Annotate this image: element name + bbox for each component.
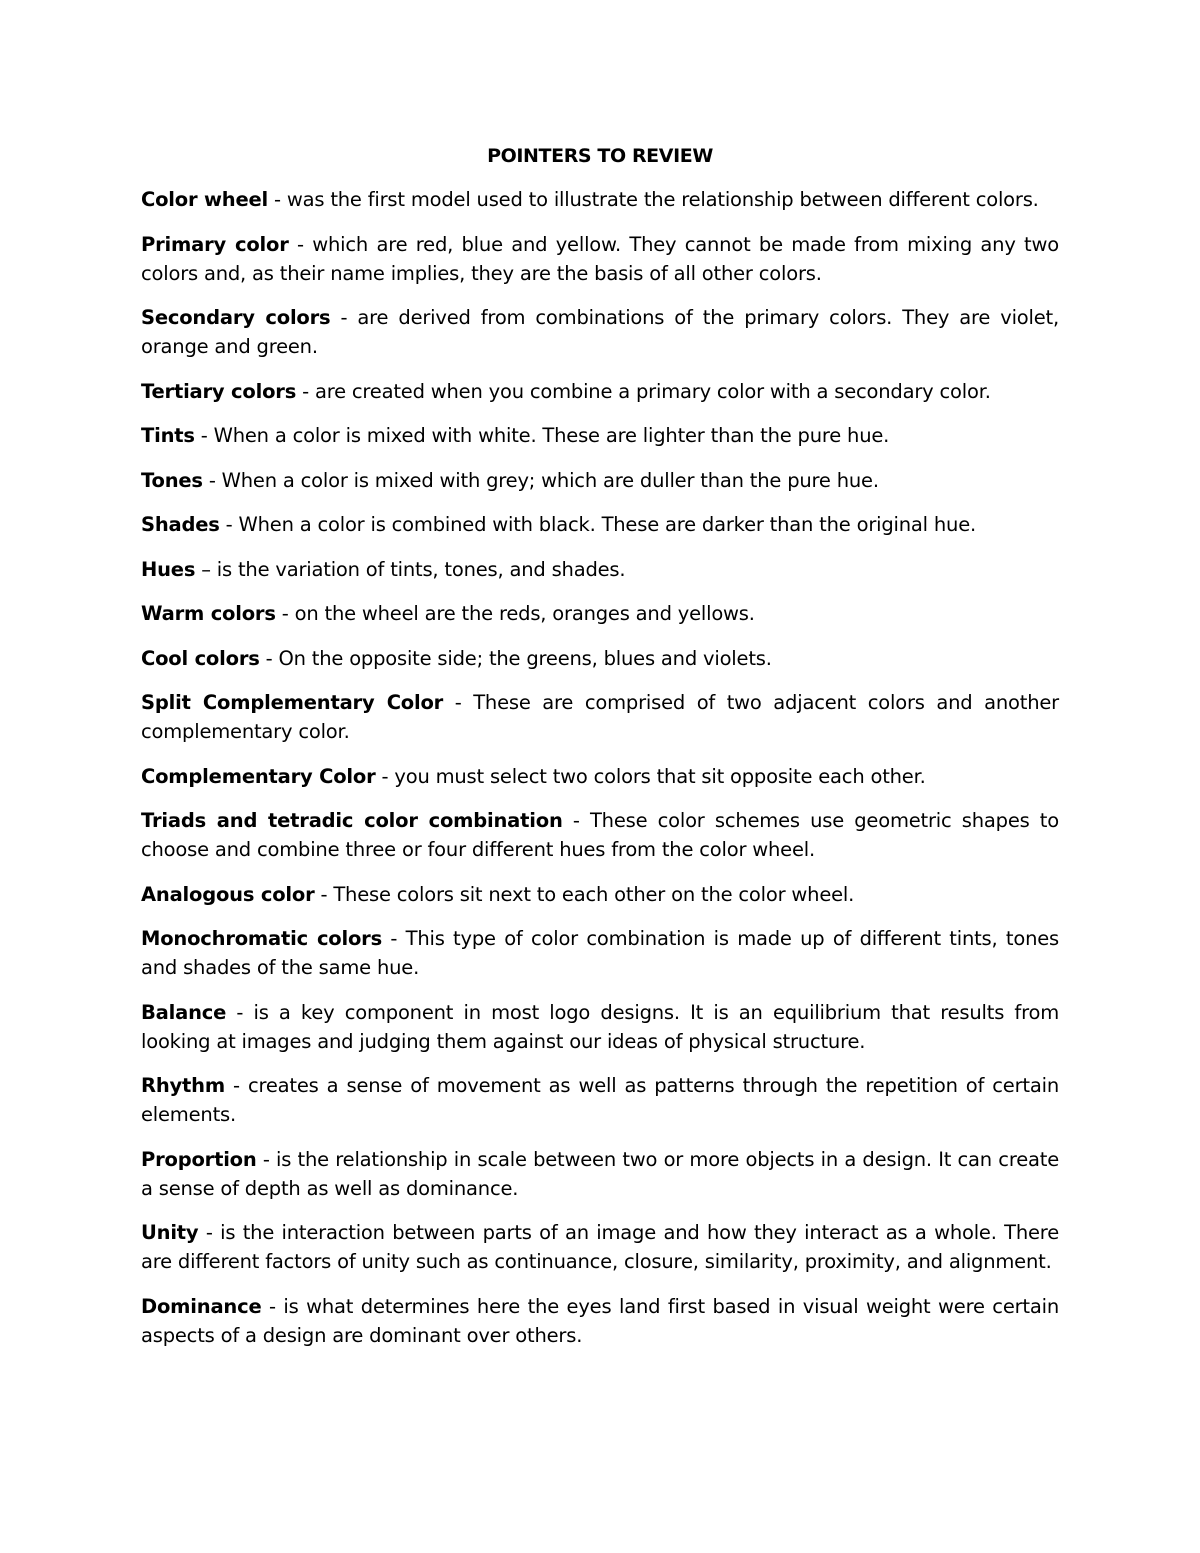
entry-separator: - (202, 468, 222, 492)
entry-separator: - (314, 882, 334, 906)
entry-term: Complementary Color (141, 764, 376, 788)
entry-definition: is the relationship in scale between two or more objects in a design. It can create a sense of depth as well as dominance. (141, 1147, 1059, 1200)
entry-split-complementary-color (141, 688, 1059, 746)
entry-separator: - (375, 764, 395, 788)
entry-separator: - (194, 424, 214, 447)
entry-rhythm (141, 1071, 1059, 1129)
entry-definition: was the first model used to illustrate the relationship between different colors. (286, 188, 1039, 211)
entry-cool-colors (141, 644, 1059, 673)
entry-separator: - (198, 1221, 221, 1244)
entry-analogous-color (141, 880, 1059, 909)
entry-dominance (141, 1292, 1059, 1350)
entry-definition: These colors sit next to each other on the color wheel. (333, 882, 855, 906)
entry-term: Split Complementary Color (141, 691, 444, 714)
entry-term: Triads and tetradic color combination (141, 809, 563, 832)
entry-definition: which are red, blue and yellow. They cannot be made from mixing any two colors and, as their name implies, they are the basis of all other colors. (141, 232, 1059, 285)
entry-definition: are derived from combinations of the primary colors. They are violet, orange and green. (141, 306, 1059, 358)
entry-term: Proportion (141, 1147, 257, 1171)
entry-warm-colors (141, 599, 1059, 628)
entry-tones (141, 466, 1059, 495)
entry-definition: on the wheel are the reds, oranges and yellows. (294, 602, 755, 625)
entry-term: Rhythm (141, 1074, 225, 1097)
entry-term: Secondary colors (141, 306, 331, 329)
entry-term: Dominance (141, 1294, 262, 1318)
entry-balance (141, 998, 1059, 1056)
entry-definition: are created when you combine a primary color with a secondary color. (314, 379, 991, 403)
entry-definition: When a color is mixed with white. These are lighter than the pure hue. (213, 424, 890, 447)
entry-proportion (141, 1145, 1059, 1203)
entry-definition: When a color is mixed with grey; which are duller than the pure hue. (221, 468, 879, 492)
entry-tertiary-colors (141, 377, 1059, 406)
entry-term: Unity (141, 1221, 199, 1244)
entry-definition: This type of color combination is made up of different tints, tones and shades of the same hue. (141, 927, 1059, 979)
entry-definition: is the variation of tints, tones, and shades. (216, 557, 626, 581)
entry-separator: - (443, 691, 474, 714)
entry-triads-tetradic (141, 806, 1059, 864)
entry-term: Hues (141, 557, 196, 581)
entry-primary-color (141, 230, 1059, 288)
entry-definition: is a key component in most logo designs. It is an equilibrium that results from looking at images and judging them against our ideas of physical structure. (141, 1000, 1059, 1053)
entry-separator: - (268, 188, 287, 211)
entry-term: Warm colors (141, 602, 276, 625)
entry-complementary-color (141, 762, 1059, 791)
entry-term: Tones (141, 468, 203, 492)
entry-shades (141, 510, 1059, 539)
entry-term: Balance (141, 1000, 227, 1024)
entry-separator: – (195, 557, 217, 581)
entry-term: Shades (141, 513, 220, 536)
entry-separator: - (256, 1147, 277, 1171)
entry-separator: - (288, 232, 313, 256)
entry-term: Tertiary colors (141, 379, 297, 403)
entry-color-wheel (141, 185, 1059, 214)
entry-definition: is the interaction between parts of an image and how they interact as a whole. There are different factors of unity such as continuance, closure, similarity, proximity, and alignment. (141, 1221, 1059, 1273)
entry-term: Monochromatic colors (141, 927, 383, 950)
entry-list (141, 185, 1059, 1365)
entry-term: Analogous color (141, 882, 315, 906)
entry-definition: These color schemes use geometric shapes to choose and combine three or four different hues from the color wheel. (141, 809, 1059, 861)
entry-separator: - (562, 809, 590, 832)
entry-term: Cool colors (141, 646, 260, 670)
entry-monochromatic-colors (141, 924, 1059, 982)
entry-separator: - (261, 1294, 284, 1318)
entry-separator: - (275, 602, 295, 625)
entry-term: Primary color (141, 232, 289, 256)
entry-separator: - (259, 646, 279, 670)
entry-separator: - (296, 379, 315, 403)
entry-secondary-colors (141, 303, 1059, 361)
entry-definition: On the opposite side; the greens, blues and violets. (278, 646, 772, 670)
entry-hues (141, 555, 1059, 584)
entry-definition: When a color is combined with black. These are darker than the original hue. (238, 513, 976, 536)
entry-separator: - (330, 306, 358, 329)
entry-definition: is what determines here the eyes land first based in visual weight were certain aspects of a design are dominant over others. (141, 1294, 1060, 1347)
entry-term: Tints (141, 424, 195, 447)
entry-definition: you must select two colors that sit opposite each other. (394, 764, 926, 788)
entry-separator: - (382, 927, 406, 950)
entry-unity (141, 1218, 1059, 1276)
entry-tints (141, 421, 1059, 450)
entry-definition: These are comprised of two adjacent colors and another complementary color. (141, 691, 1059, 743)
entry-separator: - (219, 513, 239, 536)
entry-definition: creates a sense of movement as well as patterns through the repetition of certain elements. (141, 1074, 1059, 1126)
entry-separator: - (226, 1000, 254, 1024)
entry-term: Color wheel (141, 188, 269, 211)
page-title: POINTERS TO REVIEW (487, 145, 713, 167)
entry-separator: - (224, 1074, 248, 1097)
